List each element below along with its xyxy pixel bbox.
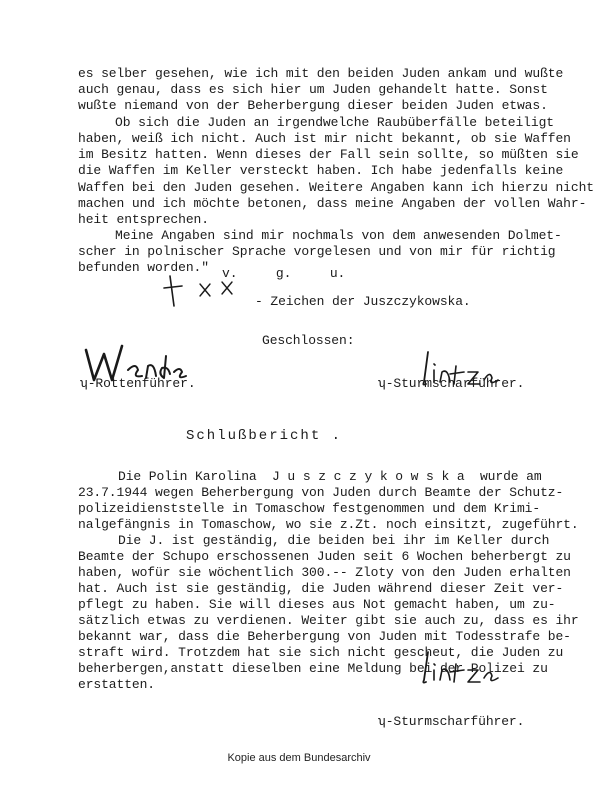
body-line: befunden worden." (78, 260, 209, 275)
mark-signature-line: - Zeichen der Juszczykowska. (255, 294, 471, 309)
report-line: Die Polin Karolina J u s z c z y k o w s k a wurde am (118, 469, 542, 484)
body-line: Meine Angaben sind mir nochmals von dem anwesenden Dolmet- (115, 228, 562, 243)
vgu-line: v. g. u. (222, 266, 346, 281)
report-line: 23.7.1944 wegen Beherbergung von Juden durch Beamte der Schutz- (78, 485, 564, 500)
body-line: scher in polnischer Sprache vorgelesen und von mir für richtig (78, 244, 556, 259)
report-line: sätzlich etwas zu verdienen. Weiter gibt sie auch zu, dass es ihr (78, 613, 579, 628)
body-line: es selber gesehen, wie ich mit den beiden Juden ankam und wußte (78, 66, 564, 81)
archive-footer: Kopie aus dem Bundesarchiv (227, 752, 371, 764)
body-line: heit entsprechen. (78, 212, 209, 227)
body-line: im Besitz hatten. Wenn dieses der Fall sein sollte, so müßten sie (78, 147, 579, 162)
signature-bottom-right (420, 648, 510, 688)
report-line: Die J. ist geständig, die beiden bei ihr im Keller durch (118, 533, 550, 548)
body-line: haben, weiß ich nicht. Auch ist mir nicht bekannt, ob sie Waffen (78, 131, 571, 146)
report-line: erstatten. (78, 677, 156, 692)
report-line: straft wird. Trotzdem hat sie sich nicht gescheut, die Juden zu (78, 645, 564, 660)
body-line: wußte niemand von der Beherbergung dieser beiden Juden etwas. (78, 98, 548, 113)
rank-bottom: ʮ-Sturmscharführer. (378, 714, 525, 729)
report-line: bekannt war, dass die Beherbergung von Juden mit Todesstrafe be- (78, 629, 571, 644)
body-line: Waffen bei den Juden gesehen. Weitere Angaben kann ich hierzu nicht (78, 180, 594, 195)
report-line: hat. Auch ist sie geständig, die Juden während dieser Zeit ver- (78, 581, 564, 596)
crosses-mark (160, 272, 250, 312)
body-line: auch genau, dass es sich hier um Juden gehandelt hatte. Sonst (78, 82, 548, 97)
report-line: polizeidienststelle in Tomaschow festgenommen und dem Krimi- (78, 501, 541, 516)
report-line: pflegt zu haben. Sie will dieses aus Not gemacht haben, um zu- (78, 597, 556, 612)
section-title: Schlußbericht . (186, 428, 343, 444)
report-line: beherbergen,anstatt dieselben eine Meldung bei der Polizei zu (78, 661, 548, 676)
geschlossen-line: Geschlossen: (262, 333, 355, 348)
rank-right: ʮ-Sturmscharführer. (378, 376, 525, 391)
report-line: Beamte der Schupo erschossenen Juden seit 6 Wochen beherbergt zu (78, 549, 571, 564)
rank-left: ʮ-Rottenführer. (80, 376, 196, 391)
body-line: machen und ich möchte betonen, dass meine Angaben der vollen Wahr- (78, 196, 587, 211)
body-line: Ob sich die Juden an irgendwelche Raubüberfälle beteiligt (115, 115, 554, 130)
report-line: nalgefängnis in Tomaschow, wo sie z.Zt. noch einsitzt, zugeführt. (78, 517, 579, 532)
body-line: die Waffen im Keller versteckt haben. Ich habe jedenfalls keine (78, 163, 564, 178)
report-line: haben, wofür sie wöchentlich 300.-- Zloty von den Juden erhalten (78, 565, 571, 580)
